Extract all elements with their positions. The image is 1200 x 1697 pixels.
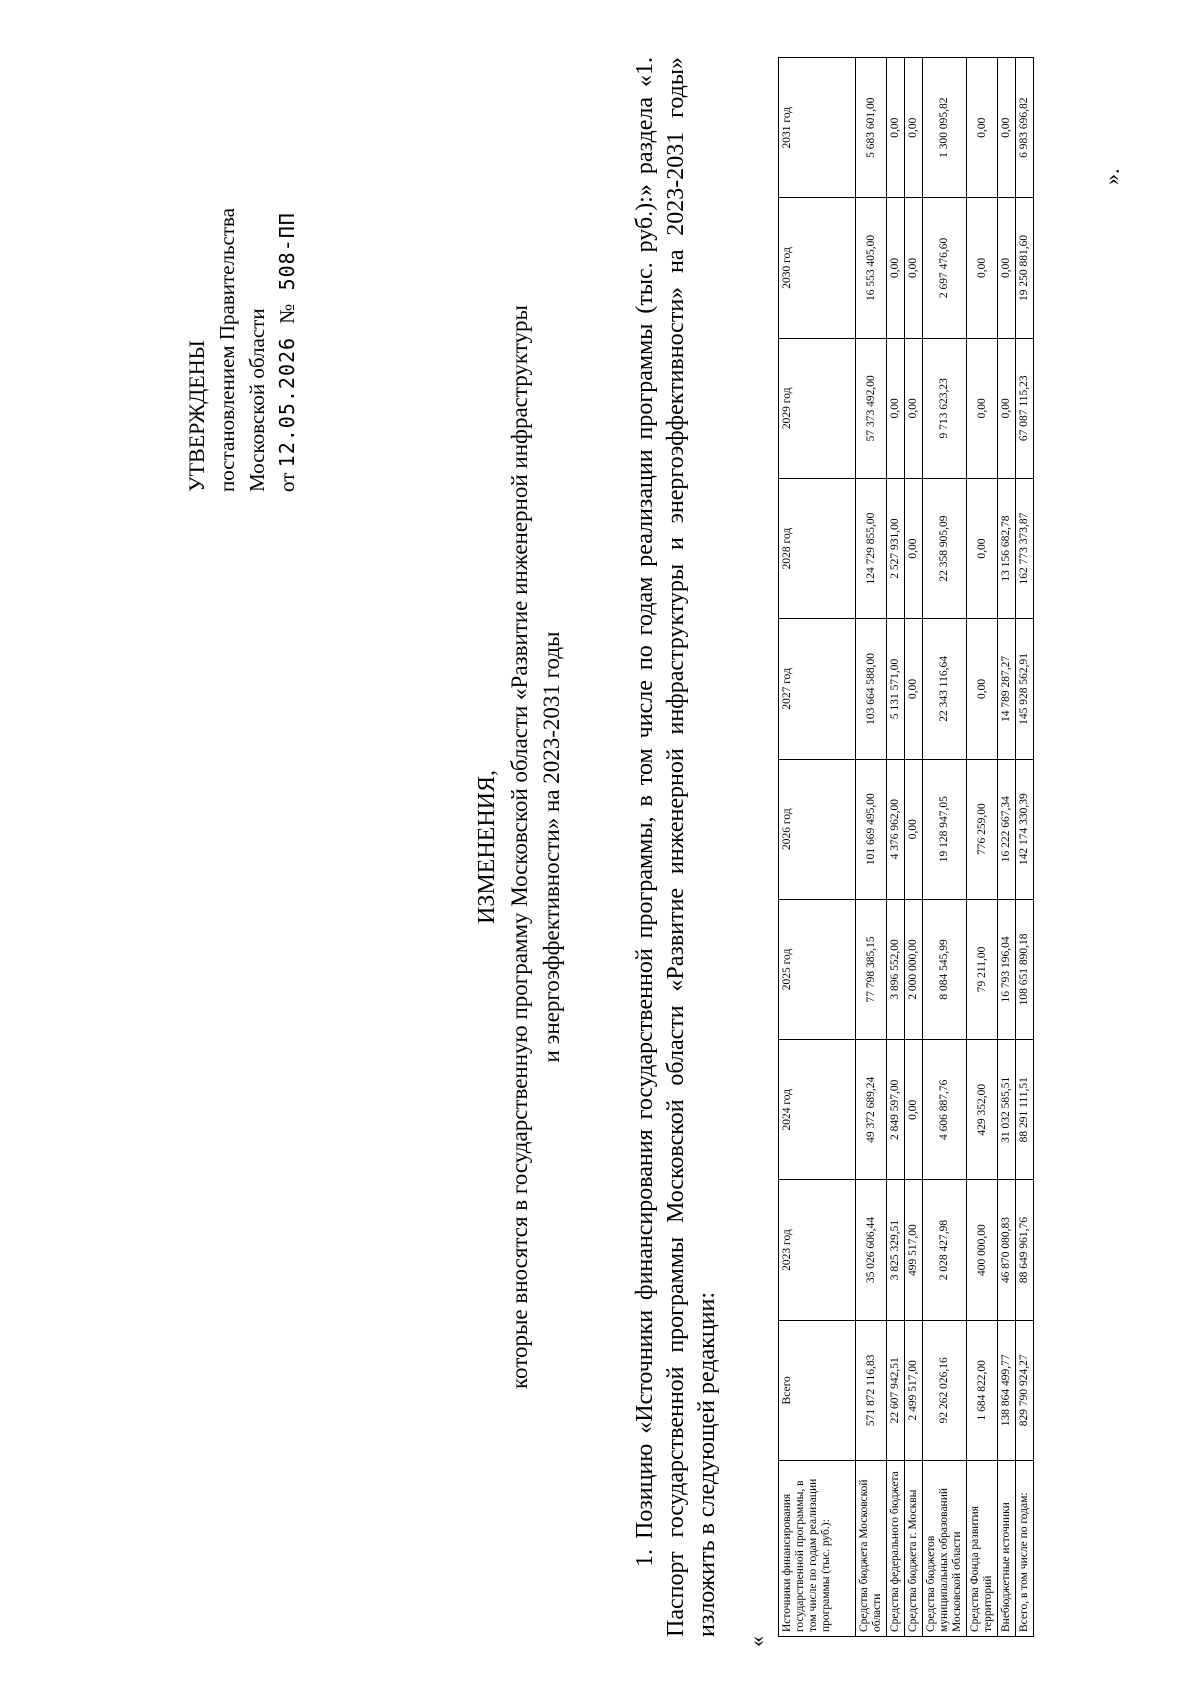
value-cell: 2 527 931,00: [887, 478, 905, 618]
value-cell: 124 729 855,00: [856, 478, 887, 618]
title-line-2: которые вносятся в государственную программу Московской области «Развитие инженерной инфраструктуры: [507, 305, 532, 1389]
table-row: [998, 58, 1016, 1637]
header-cell: 2028 год: [779, 478, 856, 618]
table-body: [856, 58, 1034, 1637]
value-cell: 88 649 961,76: [1016, 1180, 1034, 1320]
header-cell: 2026 год: [779, 759, 856, 899]
approval-region: Московской области: [245, 308, 269, 492]
value-cell: 0,00: [967, 198, 998, 338]
value-cell: 3 896 552,00: [887, 899, 905, 1039]
value-cell: 0,00: [998, 338, 1016, 478]
row-label: Средства бюджетов муниципальных образований Московской области: [923, 1461, 967, 1637]
header-cell: 2023 год: [779, 1180, 856, 1320]
value-cell: 0,00: [998, 58, 1016, 198]
value-cell: 4 606 887,76: [923, 1040, 967, 1180]
value-cell: 2 697 476,60: [923, 198, 967, 338]
value-cell: 2 000 000,00: [905, 899, 923, 1039]
value-cell: 92 262 026,16: [923, 1320, 967, 1460]
value-cell: 0,00: [967, 338, 998, 478]
value-cell: 31 032 585,51: [998, 1040, 1016, 1180]
header-cell: Всего: [779, 1320, 856, 1460]
value-cell: 162 773 373,87: [1016, 478, 1034, 618]
table-header-row: [779, 58, 856, 1637]
value-cell: 22 343 116,64: [923, 619, 967, 759]
value-cell: 22 358 905,09: [923, 478, 967, 618]
approval-title: УТВЕРЖДЕНЫ: [184, 340, 209, 492]
value-cell: 5 131 571,00: [887, 619, 905, 759]
value-cell: 16 553 405,00: [856, 198, 887, 338]
value-cell: 0,00: [887, 338, 905, 478]
value-cell: 1 684 822,00: [967, 1320, 998, 1460]
table-row: [967, 58, 998, 1637]
approval-date-line: [272, 52, 302, 492]
value-cell: 0,00: [905, 619, 923, 759]
header-cell: 2030 год: [779, 198, 856, 338]
document-title: [470, 177, 568, 1517]
approval-stamp: [182, 52, 302, 492]
approval-date: 12.05.2026: [275, 336, 299, 468]
value-cell: 108 651 890,18: [1016, 899, 1034, 1039]
value-cell: 0,00: [905, 338, 923, 478]
value-cell: 8 084 545,99: [923, 899, 967, 1039]
value-cell: 0,00: [967, 619, 998, 759]
value-cell: 9 713 623,23: [923, 338, 967, 478]
value-cell: 49 372 689,24: [856, 1040, 887, 1180]
table-row: [887, 58, 905, 1637]
value-cell: 6 983 696,82: [1016, 58, 1034, 198]
row-label: Средства бюджета Московской области: [856, 1461, 887, 1637]
table-row: [1016, 58, 1034, 1637]
header-cell: 2027 год: [779, 619, 856, 759]
value-cell: 0,00: [967, 58, 998, 198]
value-cell: 5 683 601,00: [856, 58, 887, 198]
value-cell: 22 607 942,51: [887, 1320, 905, 1460]
amendment-paragraph: [630, 57, 723, 1637]
value-cell: 429 352,00: [967, 1040, 998, 1180]
value-cell: 16 793 196,04: [998, 899, 1016, 1039]
value-cell: 0,00: [887, 58, 905, 198]
value-cell: 499 517,00: [905, 1180, 923, 1320]
header-cell: 2029 год: [779, 338, 856, 478]
value-cell: 571 872 116,83: [856, 1320, 887, 1460]
number-sign: №: [275, 303, 299, 324]
value-cell: 13 156 682,78: [998, 478, 1016, 618]
value-cell: 67 087 115,23: [1016, 338, 1034, 478]
value-cell: 138 864 499,77: [998, 1320, 1016, 1460]
header-cell: 2025 год: [779, 899, 856, 1039]
value-cell: 829 790 924,27: [1016, 1320, 1034, 1460]
value-cell: 88 291 111,51: [1016, 1040, 1034, 1180]
financing-table: [778, 57, 1034, 1637]
value-cell: 2 849 597,00: [887, 1040, 905, 1180]
close-quote: ».: [1099, 168, 1124, 185]
value-cell: 2 028 427,98: [923, 1180, 967, 1320]
value-cell: 0,00: [998, 198, 1016, 338]
header-cell: 2024 год: [779, 1040, 856, 1180]
value-cell: 0,00: [905, 198, 923, 338]
date-prefix: от: [275, 472, 299, 492]
row-label: Внебюджетные источники: [998, 1461, 1016, 1637]
value-cell: 400 000,00: [967, 1180, 998, 1320]
value-cell: 101 669 495,00: [856, 759, 887, 899]
value-cell: 4 376 962,00: [887, 759, 905, 899]
header-source-label: Источники финансирования государственной программы, в том числе по годам реализации программы (тыс. руб.):: [779, 1461, 856, 1637]
row-label: Всего, в том числе по годам:: [1016, 1461, 1034, 1637]
value-cell: 776 259,00: [967, 759, 998, 899]
table-row: [856, 58, 887, 1637]
title-heading: ИЗМЕНЕНИЯ,: [474, 769, 500, 925]
value-cell: 79 211,00: [967, 899, 998, 1039]
value-cell: 0,00: [905, 478, 923, 618]
table-row: [923, 58, 967, 1637]
value-cell: 77 798 385,15: [856, 899, 887, 1039]
value-cell: 19 250 881,60: [1016, 198, 1034, 338]
value-cell: 46 870 080,83: [998, 1180, 1016, 1320]
approval-authority: постановлением Правительства: [215, 207, 239, 492]
value-cell: 0,00: [905, 759, 923, 899]
value-cell: 19 128 947,05: [923, 759, 967, 899]
row-label: Средства Фонда развития территорий: [967, 1461, 998, 1637]
value-cell: 103 664 588,00: [856, 619, 887, 759]
header-cell: 2031 год: [779, 58, 856, 198]
value-cell: 16 222 667,34: [998, 759, 1016, 899]
approval-number: 508-ПП: [275, 212, 299, 291]
row-label: Средства бюджета г. Москвы: [905, 1461, 923, 1637]
value-cell: 57 373 492,00: [856, 338, 887, 478]
value-cell: 2 499 517,00: [905, 1320, 923, 1460]
paragraph-text: 1. Позицию «Источники финансирования государственной программы, в том числе по годам реализации программы (тыс. руб.):» раздела «1. Паспорт государственной программы Московской области «Развитие инженерной инфраструктуры и энергоэффективности» на 2023-2031 годы» изложить в следующей редакции:: [632, 57, 720, 1637]
value-cell: 1 300 095,82: [923, 58, 967, 198]
value-cell: 35 026 606,44: [856, 1180, 887, 1320]
value-cell: 0,00: [887, 198, 905, 338]
value-cell: 142 174 330,39: [1016, 759, 1034, 899]
value-cell: 145 928 562,91: [1016, 619, 1034, 759]
table-row: [905, 58, 923, 1637]
value-cell: 3 825 329,51: [887, 1180, 905, 1320]
row-label: Средства федерального бюджета: [887, 1461, 905, 1637]
title-line-3: и энергоэффективности» на 2023-2031 годы: [539, 631, 564, 1063]
value-cell: 0,00: [905, 1040, 923, 1180]
value-cell: 14 789 287,27: [998, 619, 1016, 759]
value-cell: 0,00: [905, 58, 923, 198]
open-quote: «: [744, 1636, 769, 1647]
value-cell: 0,00: [967, 478, 998, 618]
